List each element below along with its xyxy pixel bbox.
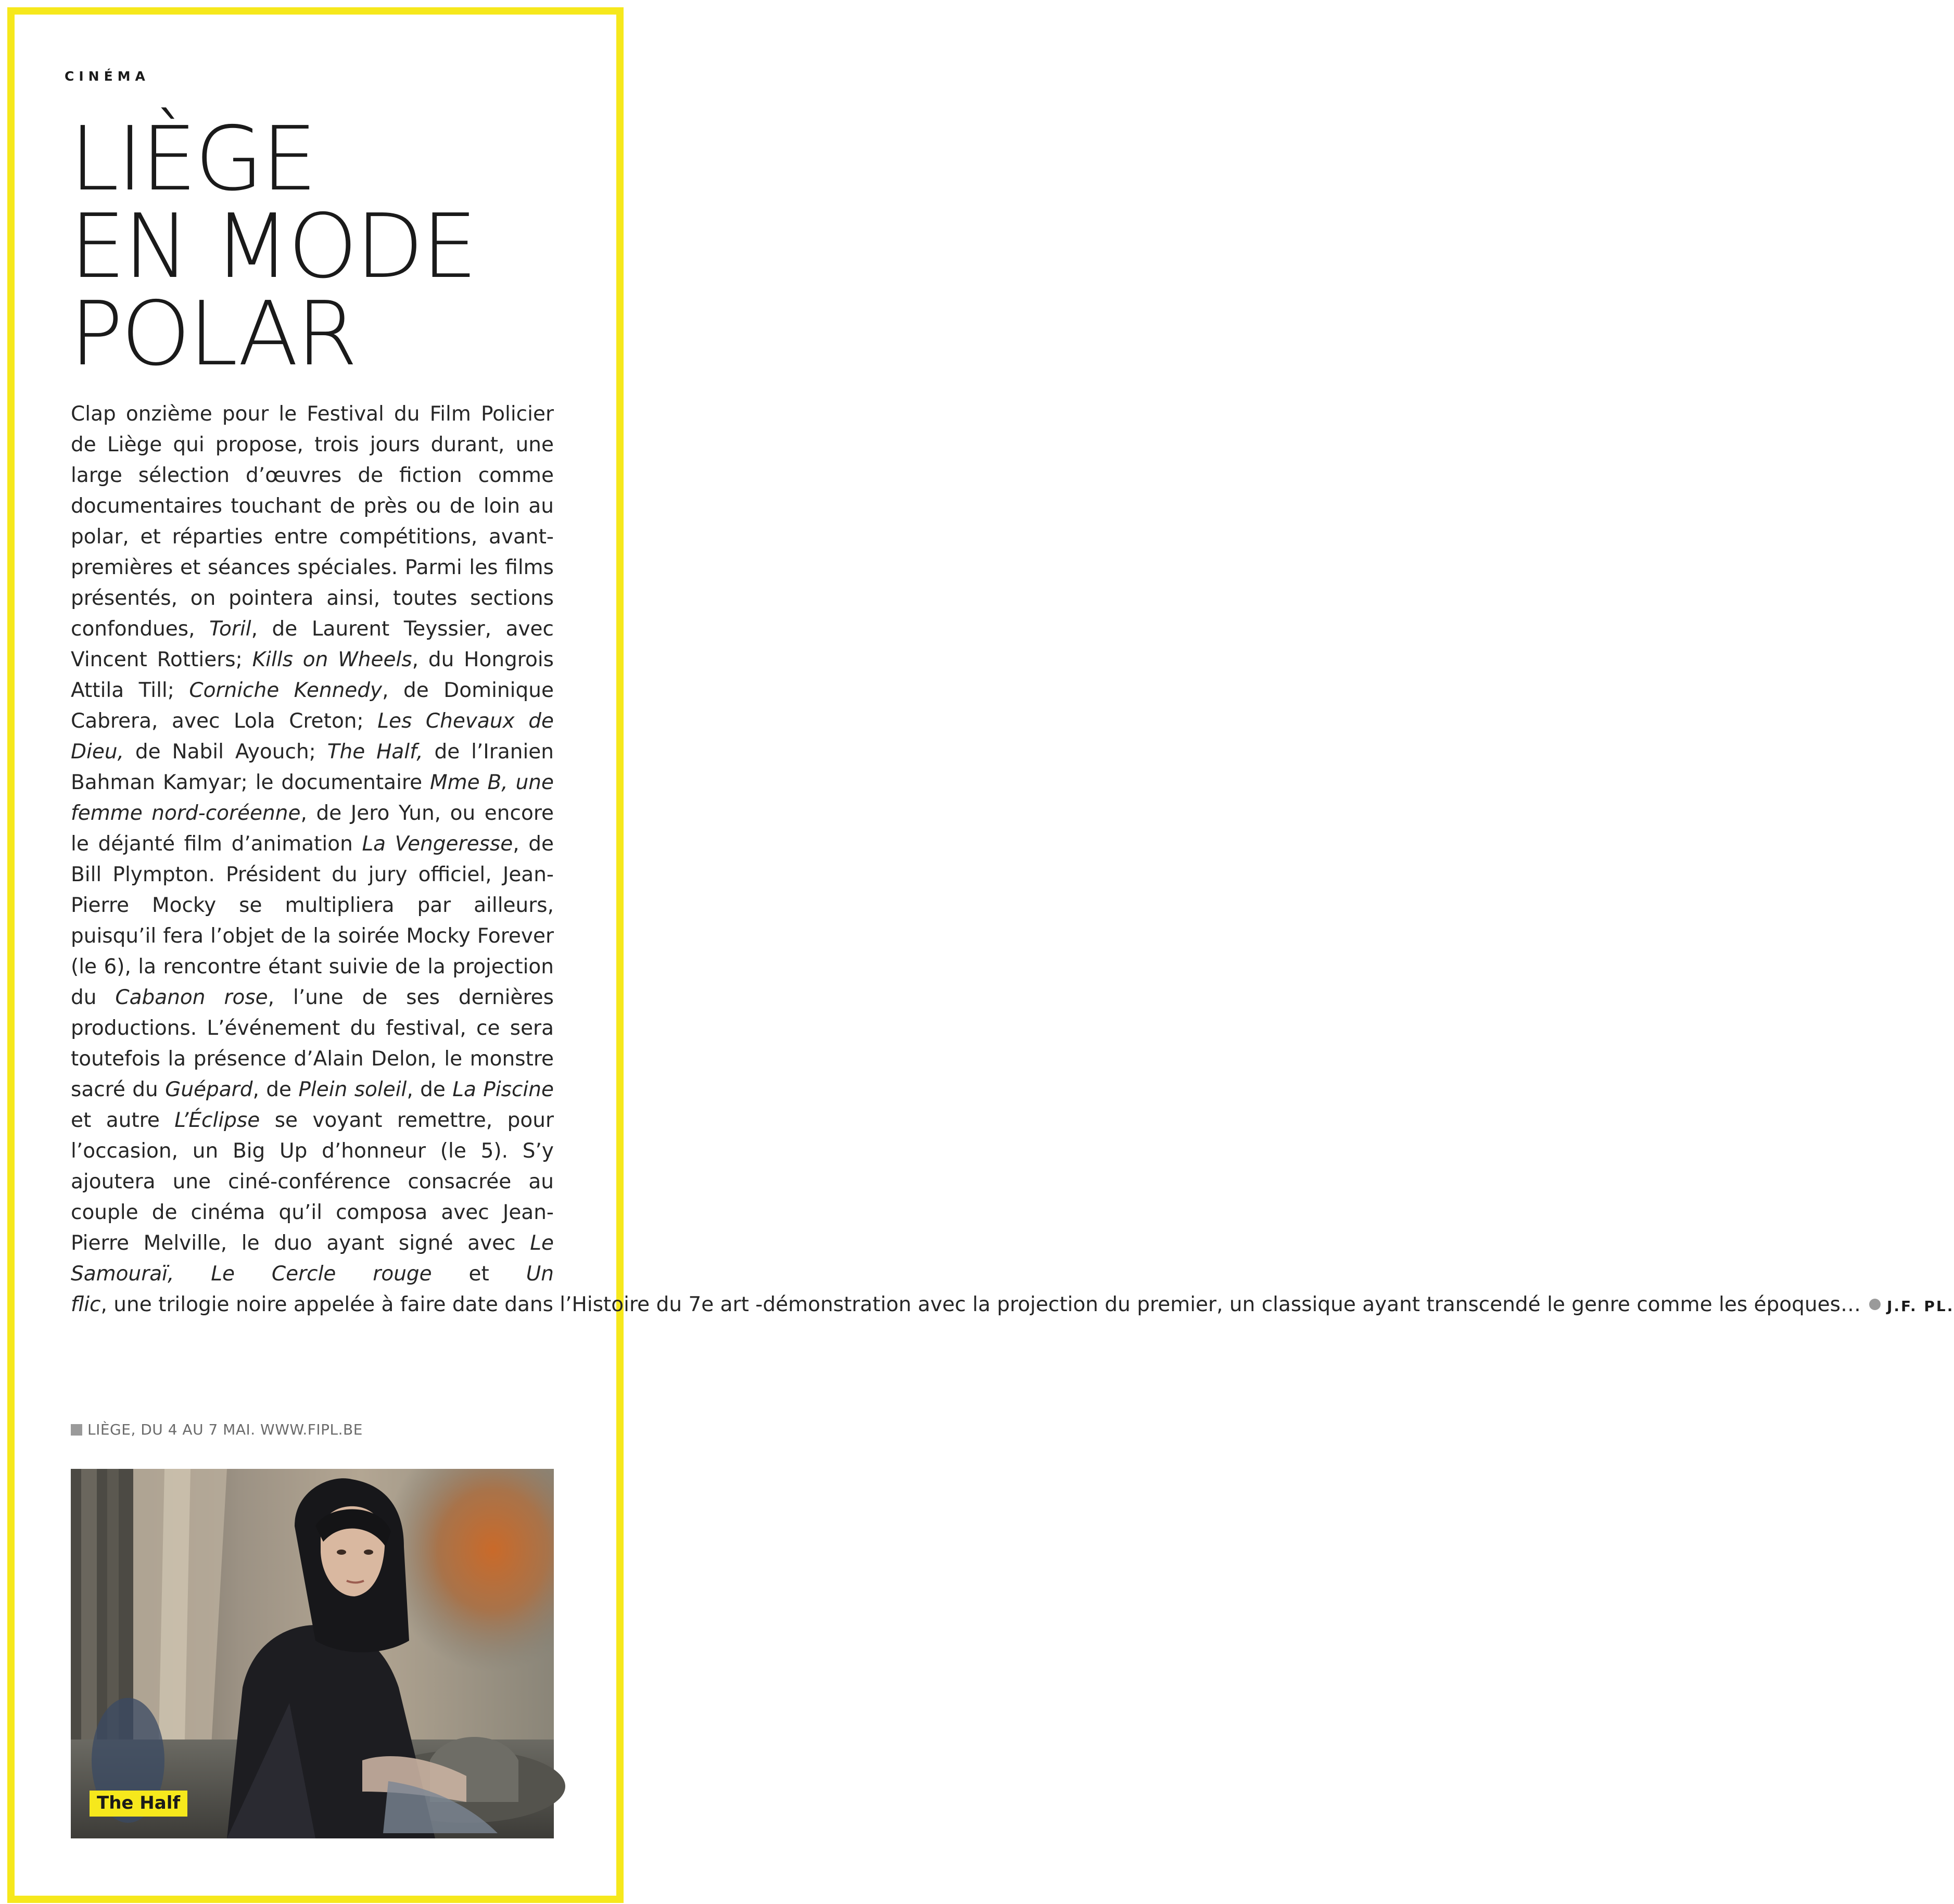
article-body: Clap onzième pour le Festival du Film Policier de Liège qui propose, trois jours durant, une large sélection d’œuvres de fiction comme documentaires touchant de près ou de loin au polar, et réparties entre compétitions, avant-premières et séances spéciales. Parmi les films présentés, on pointera ainsi, toutes sections confondues, Toril, de Laurent Teyssier, avec Vincent Rottiers; Kills on Wheels, du Hongrois Attila Till; Corniche Kennedy, de Dominique Cabrera, avec Lola Creton; Les Chevaux de Dieu, de Nabil Ayouch; The Half, de l’Iranien Bahman Kamyar; le documentaire Mme B, une femme nord-coréenne, de Jero Yun, ou encore le déjanté film d’animation La Vengeresse, de Bill Plympton. Président du jury officiel, Jean-Pierre Mocky se multipliera par ailleurs, puisqu’il fera l’objet de la soirée Mocky Forever (le 6), la rencontre étant suivie de la projection du Cabanon rose, l’une de ses dernières productions. L’événement du festival, ce sera toutefois la présence d’Alain Delon, le monstre sacré du Guépard, de Plein soleil, de La Piscine et autre L’Éclipse se voyant remettre, pour l’occasion, un Big Up d’honneur (le 5). S’y ajoutera une ciné-conférence consacrée au couple de cinéma qu’il composa avec Jean-Pierre Melville, le duo ayant signé avec Le Samouraï, Le Cercle rouge et Un flic, une trilogie noire appelée à faire date dans l’Histoire du 7e art -démonstration avec la projection du premier, un classique ayant transcendé le genre comme les époques… J.F. PL. bbox=[71, 402, 1954, 1316]
author-signature: J.F. PL. bbox=[1886, 1298, 1954, 1315]
film-still-photo bbox=[71, 1469, 554, 1838]
film-title: Corniche Kennedy bbox=[189, 679, 383, 702]
square-bullet-icon bbox=[71, 1424, 82, 1436]
film-title: Un flic bbox=[71, 1262, 554, 1316]
film-title: Le Samouraï, Le Cercle rouge bbox=[71, 1232, 554, 1286]
film-title: Kills on Wheels bbox=[252, 648, 412, 671]
film-title: Cabanon rose bbox=[115, 986, 268, 1009]
event-info-text: LIÈGE, DU 4 AU 7 MAI. WWW.FIPL.BE bbox=[87, 1421, 363, 1438]
headline-line-2: EN MODE bbox=[70, 195, 476, 298]
film-title: Guépard bbox=[165, 1078, 253, 1101]
film-title: La Vengeresse bbox=[362, 832, 513, 856]
headline bbox=[70, 108, 476, 386]
film-title: Mme B, une femme nord-coréenne bbox=[71, 771, 554, 825]
headline-line-1: LIÈGE bbox=[70, 108, 315, 211]
section-label: CINÉMA bbox=[65, 69, 150, 84]
film-title: Les Chevaux de Dieu, bbox=[71, 709, 554, 764]
film-title: The Half, bbox=[327, 740, 423, 764]
film-title: Plein soleil bbox=[298, 1078, 407, 1101]
film-title: L’Éclipse bbox=[174, 1109, 260, 1132]
event-info bbox=[71, 1421, 363, 1438]
film-title: Toril bbox=[209, 617, 251, 641]
film-title: La Piscine bbox=[452, 1078, 554, 1101]
signature-dot-icon bbox=[1869, 1299, 1881, 1310]
film-still-illustration bbox=[71, 1469, 554, 1838]
photo-caption: The Half bbox=[90, 1791, 187, 1817]
headline-line-3: POLAR bbox=[70, 283, 356, 386]
